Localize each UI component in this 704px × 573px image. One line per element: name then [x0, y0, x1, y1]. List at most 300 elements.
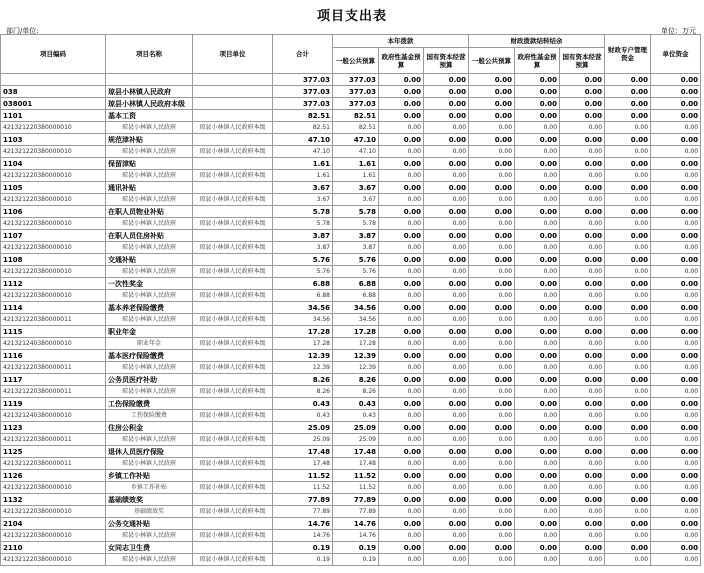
cell-name[interactable]: 琼县小林镇人民政府 — [106, 554, 193, 566]
cell-name[interactable] — [106, 74, 193, 86]
cell-value[interactable]: 0.00 — [424, 74, 469, 86]
cell-value[interactable]: 0.00 — [651, 494, 701, 506]
cell-value[interactable]: 0.00 — [515, 338, 560, 350]
cell-code[interactable]: 1119 — [1, 398, 106, 410]
cell-value[interactable]: 0.43 — [333, 398, 379, 410]
cell-value[interactable]: 0.00 — [469, 386, 515, 398]
cell-value[interactable]: 0.00 — [469, 170, 515, 182]
cell-value[interactable]: 12.39 — [273, 362, 333, 374]
cell-name[interactable]: 职业年金 — [106, 338, 193, 350]
cell-value[interactable]: 0.00 — [560, 122, 605, 134]
cell-value[interactable]: 0.00 — [605, 530, 651, 542]
cell-unit[interactable] — [193, 350, 273, 362]
cell-value[interactable]: 0.00 — [469, 482, 515, 494]
cell-value[interactable]: 0.00 — [560, 74, 605, 86]
cell-value[interactable]: 0.00 — [469, 98, 515, 110]
cell-value[interactable]: 8.26 — [333, 386, 379, 398]
cell-value[interactable]: 0.00 — [515, 218, 560, 230]
cell-value[interactable]: 0.00 — [379, 350, 424, 362]
cell-value[interactable]: 6.88 — [273, 290, 333, 302]
cell-value[interactable]: 0.00 — [651, 470, 701, 482]
cell-value[interactable]: 0.00 — [651, 146, 701, 158]
cell-value[interactable]: 0.00 — [515, 398, 560, 410]
cell-value[interactable]: 82.51 — [333, 122, 379, 134]
cell-value[interactable]: 34.56 — [273, 302, 333, 314]
cell-value[interactable]: 0.00 — [424, 518, 469, 530]
cell-value[interactable]: 0.00 — [651, 554, 701, 566]
cell-code[interactable]: 1105 — [1, 182, 106, 194]
header-g2-fund[interactable]: 政府性基金预算 — [515, 48, 560, 74]
cell-value[interactable]: 377.03 — [333, 98, 379, 110]
cell-value[interactable]: 0.00 — [605, 470, 651, 482]
cell-name[interactable]: 女同志卫生费 — [106, 542, 193, 554]
cell-value[interactable]: 0.00 — [424, 218, 469, 230]
cell-value[interactable]: 0.00 — [469, 326, 515, 338]
cell-unit[interactable] — [193, 158, 273, 170]
cell-value[interactable]: 0.00 — [469, 86, 515, 98]
cell-name[interactable]: 琼县小林镇人民政府 — [106, 314, 193, 326]
cell-name[interactable]: 一次性奖金 — [106, 278, 193, 290]
cell-value[interactable]: 0.00 — [515, 110, 560, 122]
cell-code[interactable]: 1103 — [1, 134, 106, 146]
cell-code[interactable]: 1107 — [1, 230, 106, 242]
cell-unit[interactable]: 琼县小林镇人民政府本级 — [193, 122, 273, 134]
cell-value[interactable]: 0.00 — [424, 506, 469, 518]
cell-name[interactable]: 琼县小林镇人民政府 — [106, 218, 193, 230]
cell-value[interactable]: 34.56 — [273, 314, 333, 326]
cell-value[interactable]: 11.52 — [273, 470, 333, 482]
header-g1-fund[interactable]: 政府性基金预算 — [379, 48, 424, 74]
cell-value[interactable]: 12.39 — [333, 362, 379, 374]
cell-value[interactable]: 0.00 — [515, 278, 560, 290]
cell-value[interactable]: 0.00 — [515, 386, 560, 398]
cell-value[interactable]: 0.00 — [379, 158, 424, 170]
cell-name[interactable]: 基础绩效奖 — [106, 506, 193, 518]
cell-value[interactable]: 0.00 — [424, 362, 469, 374]
cell-value[interactable]: 0.00 — [424, 542, 469, 554]
cell-name[interactable]: 交通补贴 — [106, 254, 193, 266]
cell-value[interactable]: 1.61 — [333, 170, 379, 182]
cell-value[interactable]: 8.26 — [333, 374, 379, 386]
cell-name[interactable]: 琼县小林镇人民政府 — [106, 290, 193, 302]
cell-value[interactable]: 0.00 — [469, 314, 515, 326]
cell-value[interactable]: 3.67 — [273, 194, 333, 206]
cell-value[interactable]: 0.00 — [515, 86, 560, 98]
cell-value[interactable]: 0.00 — [560, 134, 605, 146]
cell-value[interactable]: 0.00 — [651, 482, 701, 494]
cell-value[interactable]: 0.00 — [560, 218, 605, 230]
cell-value[interactable]: 0.00 — [605, 134, 651, 146]
cell-value[interactable]: 0.00 — [605, 86, 651, 98]
cell-value[interactable]: 0.00 — [651, 398, 701, 410]
cell-value[interactable]: 3.87 — [333, 230, 379, 242]
cell-value[interactable]: 17.48 — [273, 446, 333, 458]
cell-value[interactable]: 0.00 — [605, 338, 651, 350]
cell-value[interactable]: 0.00 — [651, 170, 701, 182]
cell-value[interactable]: 0.00 — [515, 422, 560, 434]
cell-value[interactable]: 0.00 — [560, 410, 605, 422]
cell-code[interactable]: 421321240380000010 — [1, 410, 106, 422]
cell-value[interactable]: 5.76 — [333, 254, 379, 266]
cell-value[interactable]: 0.00 — [379, 302, 424, 314]
cell-value[interactable]: 0.00 — [651, 158, 701, 170]
cell-value[interactable]: 0.00 — [560, 194, 605, 206]
cell-value[interactable]: 0.00 — [651, 410, 701, 422]
cell-value[interactable]: 0.00 — [469, 338, 515, 350]
cell-value[interactable]: 0.00 — [424, 110, 469, 122]
cell-value[interactable]: 0.00 — [515, 434, 560, 446]
cell-value[interactable]: 0.00 — [560, 446, 605, 458]
cell-name[interactable]: 职业年金 — [106, 326, 193, 338]
cell-value[interactable]: 0.00 — [605, 302, 651, 314]
cell-value[interactable]: 0.00 — [605, 266, 651, 278]
cell-value[interactable]: 3.87 — [273, 242, 333, 254]
cell-value[interactable]: 0.00 — [424, 134, 469, 146]
cell-code[interactable]: 1104 — [1, 158, 106, 170]
cell-value[interactable]: 0.00 — [605, 122, 651, 134]
cell-value[interactable]: 0.00 — [651, 446, 701, 458]
cell-code[interactable]: 1126 — [1, 470, 106, 482]
cell-value[interactable]: 0.00 — [469, 266, 515, 278]
cell-value[interactable]: 0.00 — [651, 122, 701, 134]
header-code[interactable]: 项目编码 — [1, 35, 106, 74]
cell-name[interactable]: 琼县小林镇人民政府 — [106, 146, 193, 158]
cell-value[interactable]: 0.00 — [379, 278, 424, 290]
cell-value[interactable]: 25.09 — [333, 422, 379, 434]
cell-value[interactable]: 0.00 — [424, 326, 469, 338]
cell-code[interactable]: 1123 — [1, 422, 106, 434]
cell-value[interactable]: 0.00 — [605, 350, 651, 362]
cell-value[interactable]: 1.61 — [333, 158, 379, 170]
cell-name[interactable]: 琼县小林镇人民政府 — [106, 194, 193, 206]
cell-value[interactable]: 1.61 — [273, 158, 333, 170]
cell-value[interactable]: 0.00 — [605, 554, 651, 566]
cell-value[interactable]: 0.00 — [469, 134, 515, 146]
cell-name[interactable]: 琼县小林镇人民政府 — [106, 122, 193, 134]
cell-code[interactable]: 421321220380000010 — [1, 554, 106, 566]
cell-value[interactable]: 0.00 — [379, 218, 424, 230]
cell-value[interactable]: 0.00 — [515, 362, 560, 374]
cell-value[interactable]: 0.00 — [560, 242, 605, 254]
cell-unit[interactable]: 琼县小林镇人民政府本级 — [193, 338, 273, 350]
cell-value[interactable]: 0.00 — [469, 434, 515, 446]
cell-value[interactable]: 0.00 — [469, 182, 515, 194]
cell-value[interactable]: 0.00 — [424, 146, 469, 158]
cell-value[interactable]: 0.00 — [379, 422, 424, 434]
cell-unit[interactable]: 琼县小林镇人民政府本级 — [193, 554, 273, 566]
cell-unit[interactable]: 琼县小林镇人民政府本级 — [193, 386, 273, 398]
cell-value[interactable]: 0.00 — [424, 266, 469, 278]
cell-value[interactable]: 0.00 — [515, 134, 560, 146]
cell-name[interactable]: 基本养老保险缴费 — [106, 302, 193, 314]
cell-value[interactable]: 0.00 — [469, 242, 515, 254]
cell-value[interactable]: 0.00 — [469, 554, 515, 566]
cell-value[interactable]: 0.00 — [515, 350, 560, 362]
cell-value[interactable]: 82.51 — [273, 110, 333, 122]
cell-value[interactable]: 0.00 — [424, 374, 469, 386]
cell-code[interactable]: 421321220380000010 — [1, 218, 106, 230]
cell-value[interactable]: 0.00 — [379, 446, 424, 458]
cell-unit[interactable] — [193, 254, 273, 266]
cell-value[interactable]: 0.00 — [560, 494, 605, 506]
cell-value[interactable]: 0.00 — [560, 326, 605, 338]
cell-value[interactable]: 0.00 — [469, 458, 515, 470]
cell-value[interactable]: 0.00 — [379, 74, 424, 86]
cell-unit[interactable]: 琼县小林镇人民政府本级 — [193, 170, 273, 182]
cell-value[interactable]: 0.00 — [560, 398, 605, 410]
cell-name[interactable]: 琼县小林镇人民政府 — [106, 86, 193, 98]
cell-value[interactable]: 0.00 — [379, 434, 424, 446]
cell-value[interactable]: 0.00 — [379, 170, 424, 182]
cell-value[interactable]: 34.56 — [333, 302, 379, 314]
cell-value[interactable]: 0.00 — [515, 98, 560, 110]
cell-value[interactable]: 6.88 — [333, 278, 379, 290]
cell-value[interactable]: 0.00 — [560, 278, 605, 290]
cell-value[interactable]: 0.00 — [560, 542, 605, 554]
cell-value[interactable]: 0.19 — [333, 554, 379, 566]
cell-unit[interactable] — [193, 74, 273, 86]
cell-value[interactable]: 0.00 — [379, 542, 424, 554]
cell-value[interactable]: 0.00 — [560, 254, 605, 266]
cell-value[interactable]: 0.00 — [651, 374, 701, 386]
cell-unit[interactable] — [193, 86, 273, 98]
cell-value[interactable]: 0.00 — [469, 278, 515, 290]
cell-value[interactable]: 0.00 — [469, 422, 515, 434]
cell-unit[interactable] — [193, 98, 273, 110]
cell-value[interactable]: 0.00 — [515, 146, 560, 158]
cell-value[interactable]: 0.00 — [560, 146, 605, 158]
cell-name[interactable]: 琼县小林镇人民政府 — [106, 170, 193, 182]
cell-value[interactable]: 0.00 — [651, 434, 701, 446]
cell-value[interactable]: 5.76 — [333, 266, 379, 278]
cell-value[interactable]: 0.00 — [651, 86, 701, 98]
cell-value[interactable]: 0.00 — [379, 230, 424, 242]
cell-value[interactable]: 0.19 — [333, 542, 379, 554]
cell-name[interactable]: 基础绩效奖 — [106, 494, 193, 506]
cell-value[interactable]: 0.00 — [379, 410, 424, 422]
cell-value[interactable]: 0.00 — [469, 470, 515, 482]
cell-value[interactable]: 0.00 — [424, 530, 469, 542]
cell-unit[interactable]: 琼县小林镇人民政府本级 — [193, 434, 273, 446]
cell-unit[interactable] — [193, 518, 273, 530]
cell-unit[interactable] — [193, 398, 273, 410]
cell-name[interactable]: 住房公积金 — [106, 422, 193, 434]
cell-value[interactable]: 0.00 — [651, 302, 701, 314]
cell-name[interactable]: 琼县小林镇人民政府本级 — [106, 98, 193, 110]
cell-value[interactable]: 0.00 — [469, 410, 515, 422]
cell-value[interactable]: 77.89 — [333, 494, 379, 506]
cell-value[interactable]: 0.00 — [515, 314, 560, 326]
cell-unit[interactable]: 琼县小林镇人民政府本级 — [193, 362, 273, 374]
cell-value[interactable]: 0.00 — [469, 374, 515, 386]
cell-value[interactable]: 0.00 — [515, 290, 560, 302]
cell-value[interactable]: 0.00 — [469, 254, 515, 266]
cell-value[interactable]: 25.09 — [333, 434, 379, 446]
cell-value[interactable]: 0.00 — [560, 302, 605, 314]
cell-value[interactable]: 0.00 — [515, 530, 560, 542]
cell-value[interactable]: 0.00 — [424, 170, 469, 182]
cell-value[interactable]: 0.00 — [424, 350, 469, 362]
cell-value[interactable]: 8.26 — [273, 374, 333, 386]
cell-value[interactable]: 0.00 — [515, 518, 560, 530]
cell-value[interactable]: 17.48 — [273, 458, 333, 470]
cell-unit[interactable]: 琼县小林镇人民政府本级 — [193, 242, 273, 254]
cell-value[interactable]: 3.67 — [333, 194, 379, 206]
cell-value[interactable]: 0.00 — [560, 230, 605, 242]
cell-value[interactable]: 0.00 — [560, 374, 605, 386]
cell-code[interactable]: 421321220380000010 — [1, 194, 106, 206]
cell-value[interactable]: 0.00 — [560, 554, 605, 566]
cell-value[interactable]: 0.00 — [515, 446, 560, 458]
cell-value[interactable]: 0.00 — [605, 386, 651, 398]
cell-value[interactable]: 0.00 — [515, 230, 560, 242]
cell-value[interactable]: 17.48 — [333, 458, 379, 470]
cell-value[interactable]: 0.00 — [560, 206, 605, 218]
cell-value[interactable]: 0.00 — [424, 398, 469, 410]
cell-value[interactable]: 0.00 — [424, 194, 469, 206]
cell-unit[interactable] — [193, 374, 273, 386]
cell-value[interactable]: 34.56 — [333, 314, 379, 326]
cell-code[interactable]: 421321220380000010 — [1, 122, 106, 134]
cell-value[interactable]: 0.00 — [424, 482, 469, 494]
cell-value[interactable]: 0.43 — [333, 410, 379, 422]
cell-value[interactable]: 0.00 — [379, 134, 424, 146]
cell-value[interactable]: 0.00 — [379, 470, 424, 482]
cell-value[interactable]: 0.00 — [560, 470, 605, 482]
cell-value[interactable]: 0.00 — [605, 194, 651, 206]
cell-value[interactable]: 0.00 — [379, 458, 424, 470]
cell-value[interactable]: 0.00 — [605, 146, 651, 158]
cell-value[interactable]: 17.28 — [333, 326, 379, 338]
cell-unit[interactable] — [193, 326, 273, 338]
cell-value[interactable]: 0.19 — [273, 542, 333, 554]
cell-value[interactable]: 0.00 — [424, 446, 469, 458]
cell-value[interactable]: 12.39 — [333, 350, 379, 362]
cell-value[interactable]: 77.89 — [333, 506, 379, 518]
cell-value[interactable]: 0.00 — [605, 278, 651, 290]
cell-name[interactable]: 琼县小林镇人民政府 — [106, 386, 193, 398]
cell-name[interactable]: 琼县小林镇人民政府 — [106, 434, 193, 446]
cell-value[interactable]: 0.00 — [605, 398, 651, 410]
cell-value[interactable]: 0.00 — [605, 362, 651, 374]
cell-value[interactable]: 0.00 — [605, 494, 651, 506]
cell-code[interactable]: 421321220380000011 — [1, 314, 106, 326]
cell-code[interactable]: 421321220380000011 — [1, 386, 106, 398]
cell-value[interactable]: 0.00 — [469, 122, 515, 134]
cell-value[interactable]: 47.10 — [273, 146, 333, 158]
cell-value[interactable]: 14.76 — [333, 530, 379, 542]
cell-value[interactable]: 0.00 — [605, 182, 651, 194]
cell-value[interactable]: 0.00 — [469, 74, 515, 86]
cell-value[interactable]: 6.88 — [333, 290, 379, 302]
cell-code[interactable]: 421321220380000010 — [1, 146, 106, 158]
cell-value[interactable]: 14.76 — [273, 518, 333, 530]
cell-value[interactable]: 5.78 — [273, 218, 333, 230]
cell-code[interactable]: 1117 — [1, 374, 106, 386]
cell-unit[interactable] — [193, 302, 273, 314]
cell-value[interactable]: 0.00 — [379, 482, 424, 494]
header-group-carryover[interactable]: 财政拨款结转结余 — [469, 35, 605, 48]
cell-name[interactable]: 退休人员医疗保险 — [106, 446, 193, 458]
cell-value[interactable]: 5.78 — [273, 206, 333, 218]
cell-value[interactable]: 82.51 — [273, 122, 333, 134]
cell-value[interactable]: 0.00 — [605, 314, 651, 326]
cell-value[interactable]: 0.00 — [560, 530, 605, 542]
header-special-account[interactable]: 财政专户管理资金 — [605, 35, 651, 74]
cell-value[interactable]: 0.00 — [651, 206, 701, 218]
cell-value[interactable]: 0.00 — [605, 482, 651, 494]
cell-code[interactable]: 1101 — [1, 110, 106, 122]
cell-value[interactable]: 0.00 — [515, 74, 560, 86]
cell-value[interactable]: 0.00 — [605, 422, 651, 434]
header-own-funds[interactable]: 单位资金 — [651, 35, 701, 74]
cell-value[interactable]: 0.00 — [560, 314, 605, 326]
cell-value[interactable]: 0.00 — [469, 146, 515, 158]
cell-code[interactable]: 038001 — [1, 98, 106, 110]
cell-value[interactable]: 0.00 — [469, 398, 515, 410]
cell-value[interactable]: 0.00 — [515, 326, 560, 338]
cell-unit[interactable]: 琼县小林镇人民政府本级 — [193, 266, 273, 278]
cell-value[interactable]: 0.00 — [379, 506, 424, 518]
cell-value[interactable]: 0.00 — [560, 110, 605, 122]
cell-value[interactable]: 0.00 — [424, 182, 469, 194]
cell-unit[interactable]: 琼县小林镇人民政府本级 — [193, 146, 273, 158]
cell-value[interactable]: 25.09 — [273, 422, 333, 434]
cell-code[interactable]: 1115 — [1, 326, 106, 338]
cell-value[interactable]: 0.00 — [651, 74, 701, 86]
cell-unit[interactable]: 琼县小林镇人民政府本级 — [193, 218, 273, 230]
cell-value[interactable]: 0.00 — [379, 362, 424, 374]
cell-value[interactable]: 0.00 — [469, 530, 515, 542]
cell-value[interactable]: 0.00 — [379, 530, 424, 542]
cell-value[interactable]: 0.00 — [424, 206, 469, 218]
cell-unit[interactable] — [193, 206, 273, 218]
cell-value[interactable]: 0.00 — [515, 242, 560, 254]
cell-value[interactable]: 0.00 — [651, 290, 701, 302]
cell-value[interactable]: 0.00 — [515, 542, 560, 554]
cell-value[interactable]: 12.39 — [273, 350, 333, 362]
cell-value[interactable]: 0.00 — [469, 194, 515, 206]
cell-value[interactable]: 0.00 — [469, 110, 515, 122]
cell-value[interactable]: 377.03 — [273, 98, 333, 110]
cell-value[interactable]: 0.00 — [605, 254, 651, 266]
cell-value[interactable]: 0.00 — [560, 290, 605, 302]
cell-value[interactable]: 77.89 — [273, 494, 333, 506]
cell-value[interactable]: 0.00 — [651, 230, 701, 242]
cell-name[interactable]: 规范津补贴 — [106, 134, 193, 146]
cell-value[interactable]: 0.00 — [651, 506, 701, 518]
cell-value[interactable]: 0.00 — [651, 326, 701, 338]
cell-value[interactable]: 0.00 — [515, 206, 560, 218]
cell-value[interactable]: 0.00 — [515, 554, 560, 566]
cell-value[interactable]: 3.87 — [273, 230, 333, 242]
cell-code[interactable]: 1112 — [1, 278, 106, 290]
cell-value[interactable]: 0.00 — [515, 302, 560, 314]
cell-value[interactable]: 0.00 — [651, 518, 701, 530]
header-g2-capital[interactable]: 国有资本经营预算 — [560, 48, 605, 74]
cell-value[interactable]: 0.00 — [424, 410, 469, 422]
cell-value[interactable]: 0.00 — [560, 86, 605, 98]
cell-value[interactable]: 0.19 — [273, 554, 333, 566]
cell-value[interactable]: 0.00 — [424, 254, 469, 266]
cell-value[interactable]: 0.00 — [560, 434, 605, 446]
header-g1-general[interactable]: 一般公共预算 — [333, 48, 379, 74]
cell-unit[interactable]: 琼县小林镇人民政府本级 — [193, 290, 273, 302]
cell-value[interactable]: 0.00 — [379, 254, 424, 266]
cell-value[interactable]: 0.00 — [651, 278, 701, 290]
cell-value[interactable]: 0.00 — [605, 242, 651, 254]
cell-name[interactable]: 保留津贴 — [106, 158, 193, 170]
